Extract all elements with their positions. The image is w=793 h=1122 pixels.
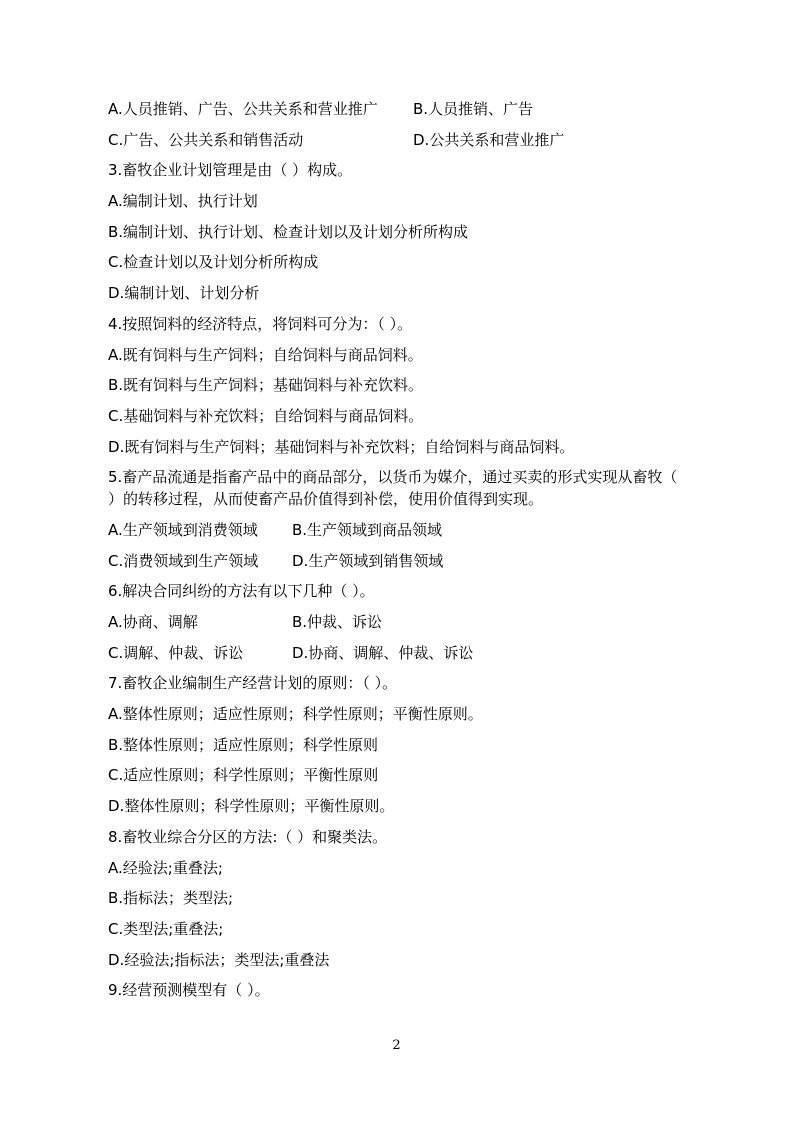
option-text: A.生产领域到消费领域 [108,520,258,539]
option-text: C.适应性原则；科学性原则；平衡性原则 [108,766,379,785]
option-text: A.既有饲料与生产饲料；自给饲料与商品饲料。 [108,345,423,364]
option-text: A.整体性原则；适应性原则；科学性原则；平衡性原则。 [108,705,483,724]
option-text: D.协商、调解、仲裁、诉讼 [292,643,474,662]
option-text: C.广告、公共关系和销售活动 [108,130,304,149]
question-text: 5.畜产品流通是指畜产品中的商品部分，以货币为媒介，通过买卖的形式实现从畜牧（ ）的转移过程，从而使畜产品价值得到补偿，使用价值得到实现。 [108,468,678,509]
option-row [108,607,688,638]
option-text: B.生产领域到商品领域 [292,520,443,539]
option-text: A.经验法;重叠法; [108,858,223,877]
option-row [108,125,688,156]
option-text: D.编制计划、计划分析 [108,284,260,303]
option-text: B.指标法；类型法; [108,889,234,908]
question-text: 7.畜牧企业编制生产经营计划的原则：（ ）。 [108,674,398,693]
option-text: A.人员推销、广告、公共关系和营业推广 [108,100,378,118]
page-number: 2 [392,1038,401,1053]
option-text: D.公共关系和营业推广 [413,130,565,149]
option-text: D.既有饲料与生产饲料；基础饲料与补充饮料；自给饲料与商品饲料。 [108,437,575,456]
option-text: B.编制计划、执行计划、检查计划以及计划分析所构成 [108,222,469,241]
option-row [108,515,688,546]
option-text: D.生产领域到销售领域 [292,551,444,570]
option-row [108,638,688,669]
option-text: B.既有饲料与生产饲料；基础饲料与补充饮料。 [108,376,424,395]
question-text: 4.按照饲料的经济特点，将饲料可分为：（ ）。 [108,314,413,333]
option-text: D.整体性原则；科学性原则；平衡性原则。 [108,797,395,816]
question-text: 9.经营预测模型有（ ）。 [108,981,270,1000]
question-text: 8.畜牧业综合分区的方法:（ ）和聚类法。 [108,827,388,846]
option-text: C.检查计划以及计划分析所构成 [108,253,319,272]
option-row [108,546,688,577]
option-text: A.编制计划、执行计划 [108,192,258,211]
option-text: C.调解、仲裁、诉讼 [108,643,244,662]
option-text: C.类型法;重叠法; [108,919,224,938]
option-text: C.消费领域到生产领域 [108,551,259,570]
question-text: 6.解决合同纠纷的方法有以下几种（ ）。 [108,582,375,601]
document-body [108,94,688,1006]
question-text: 3.畜牧企业计划管理是由（ ）构成。 [108,161,353,180]
option-text: A.协商、调解 [108,613,198,631]
option-text: C.基础饲料与补充饮料；自给饲料与商品饲料。 [108,406,424,425]
option-text: D.经验法;指标法；类型法;重叠法 [108,950,330,969]
option-text: B.人员推销、广告 [413,100,534,118]
option-text: B.整体性原则；适应性原则；科学性原则 [108,735,379,754]
option-text: B.仲裁、诉讼 [292,613,383,631]
option-row [108,94,688,125]
